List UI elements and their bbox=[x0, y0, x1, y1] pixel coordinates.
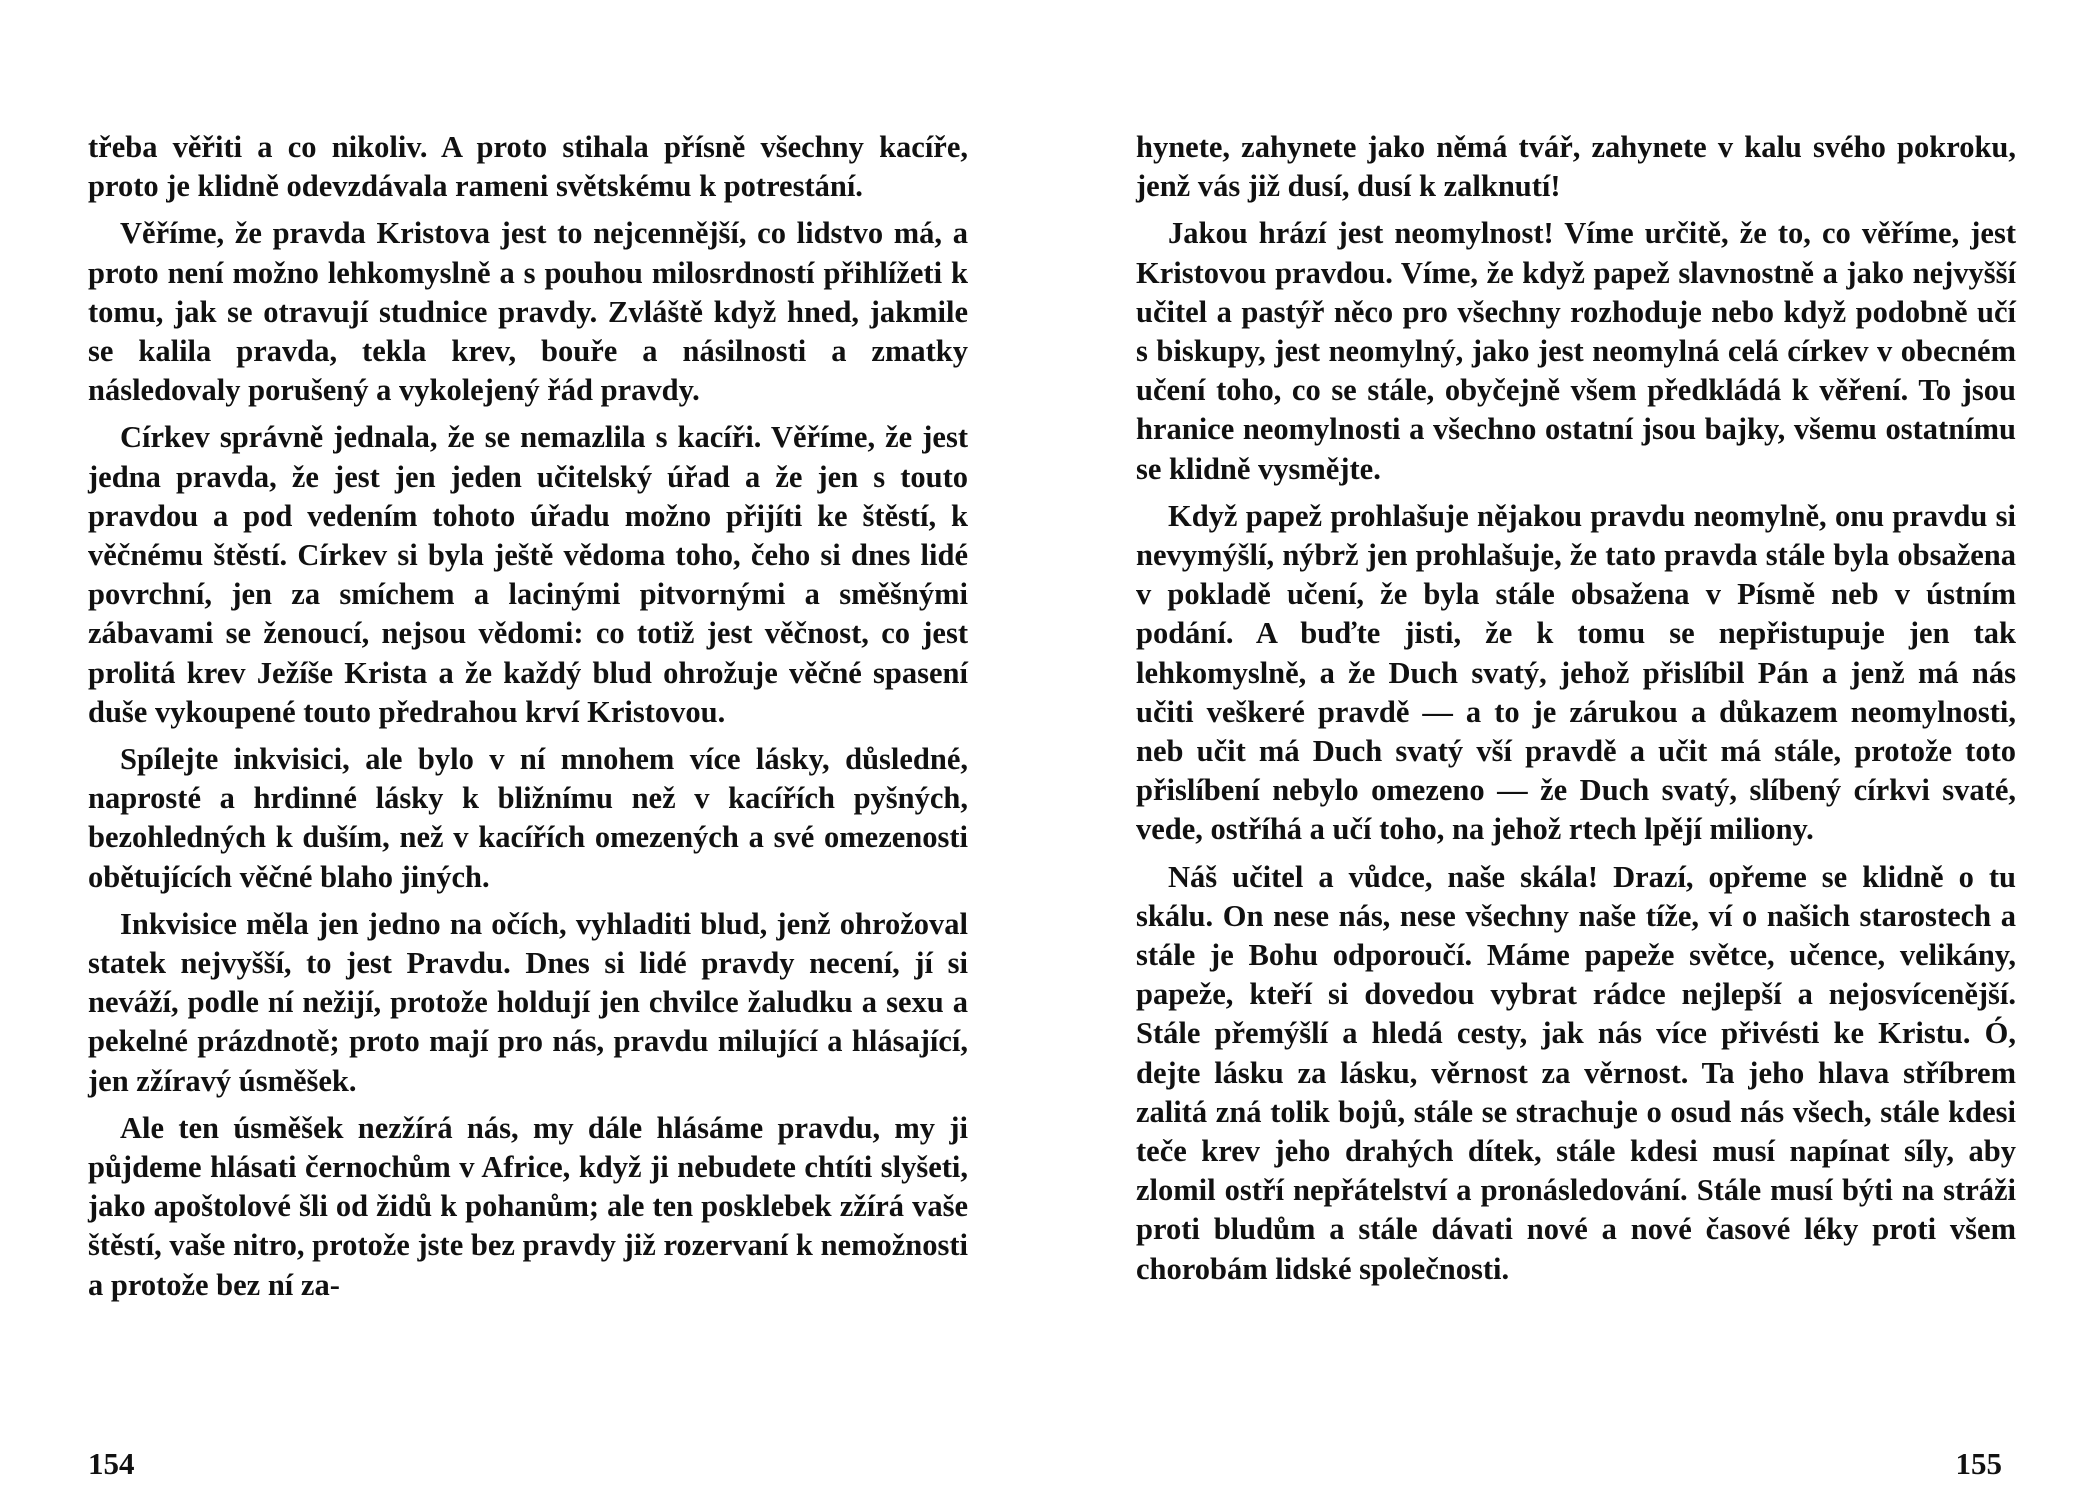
left-paragraph-2: Věříme, že pravda Kristova jest to nejcennější, co lidstvo má, a proto není možno lehkomyslně a s pouhou milosrdností přihlížeti k tomu, jak se otravují studnice pravdy. Zvláště když hned, jakmile se kalila pravda, tekla krev, bouře a násilnosti a zmatky následovaly porušený a vykolejený řád pravdy. bbox=[88, 216, 968, 408]
left-paragraph-6: Ale ten úsměšek nezžírá nás, my dále hlásáme pravdu, my ji půjdeme hlásati černochům v Africe, když ji nebudete chtíti slyšeti, jako apoštolové šli od židů k pohanům; ale ten posklebek zžírá vaše štěstí, vaše nitro, protože jste bez pravdy již rozervaní k nemožnosti a protože bez ní za- bbox=[88, 1110, 968, 1302]
left-paragraph-1: třeba věřiti a co nikoliv. A proto stihala přísně všechny kacíře, proto je klidně odevzdávala rameni světskému k potrestání. bbox=[88, 130, 968, 204]
right-page bbox=[1136, 128, 2016, 1297]
right-paragraph-1: hynete, zahynete jako němá tvář, zahynete v kalu svého pokroku, jenž vás již dusí, dusí k zalknutí! bbox=[1136, 130, 2016, 204]
right-paragraph-2: Jakou hrází jest neomylnost! Víme určitě, že to, co věříme, jest Kristovou pravdou. Víme, že když papež slavnostně a jako nejvyšší učitel a pastýř něco pro všechny rozhoduje nebo když podobně učí s biskupy, jest neomylný, jako jest neomylná celá církev v obecném učení toho, co se stále, obyčejně všem předkládá k věření. To jsou hranice neomylnosti a všechno ostatní jsou bajky, všemu ostatnímu se klidně vysmějte. bbox=[1136, 216, 2016, 486]
right-paragraph-4: Náš učitel a vůdce, naše skála! Drazí, opřeme se klidně o tu skálu. On nese nás, nese všechny naše tíže, ví o našich starostech a stále je Bohu odporoučí. Máme papeže světce, učence, velikány, papeže, kteří si dovedou vybrat rádce nejlepší a nejosvícenější. Stále přemýšlí a hledá cesty, jak nás více přivésti ke Kristu. Ó, dejte lásku za lásku, věrnost za věrnost. Ta jeho hlava stříbrem zalitá zná tolik bojů, stále se strachuje o osud nás všech, stále kdesi teče krev jeho drahých dítek, stále kdesi musí napínat síly, aby zlomil ostří nepřátelství a pronásledování. Stále musí býti na stráži proti bludům a stále dávati nové a nové časové léky proti všem chorobám lidské společnosti. bbox=[1136, 859, 2016, 1286]
left-page bbox=[88, 128, 968, 1313]
left-paragraph-5: Inkvisice měla jen jedno na očích, vyhladiti blud, jenž ohrožoval statek nejvyšší, to jest Pravdu. Dnes si lidé pravdy necení, jí si neváží, podle ní nežijí, protože holdují jen chvilce žaludku a sexu a pekelné prázdnotě; proto mají pro nás, pravdu milující a hlásající, jen zžíravý úsměšek. bbox=[88, 906, 968, 1098]
right-paragraph-3: Když papež prohlašuje nějakou pravdu neomylně, onu pravdu si nevymýšlí, nýbrž jen prohlašuje, že tato pravda stále byla obsažena v pokladě učení, že byla stále obsažena v Písmě neb v ústním podání. A buďte jisti, že k tomu se nepřistupuje jen tak lehkomyslně, a že Duch svatý, jehož přislíbil Pán a jenž má nás učiti veškeré pravdě — a to je zárukou a důkazem neomylnosti, neb učit má Duch svatý vší pravdě a učit má stále, protože toto přislíbení nebylo omezeno — že Duch svatý, slíbený církvi svaté, vede, ostříhá a učí toho, na jehož rtech lpějí miliony. bbox=[1136, 498, 2016, 847]
left-page-number: 154 bbox=[88, 1446, 135, 1481]
left-paragraph-3: Církev správně jednala, že se nemazlila s kacíři. Věříme, že jest jedna pravda, že jest jen jeden učitelský úřad a že jen s touto pravdou a pod vedením tohoto úřadu možno přijíti ke štěstí, k věčnému štěstí. Církev si byla ještě vědoma toho, čeho si dnes lidé povrchní, jen za smíchem a lacinými pitvornými a směšnými zábavami se ženoucí, nejsou vědomi: co totiž jest věčnost, co jest prolitá krev Ježíše Krista a že každý blud ohrožuje věčné spasení duše vykoupené touto předrahou krví Kristovou. bbox=[88, 420, 968, 729]
right-page-number: 155 bbox=[1955, 1446, 2002, 1481]
left-paragraph-4: Spílejte inkvisici, ale bylo v ní mnohem více lásky, důsledné, naprosté a hrdinné lásky k bližnímu než v kacířích pyšných, bezohledných k duším, než v kacířích omezených a své omezenosti obětujících věčné blaho jiných. bbox=[88, 742, 968, 894]
